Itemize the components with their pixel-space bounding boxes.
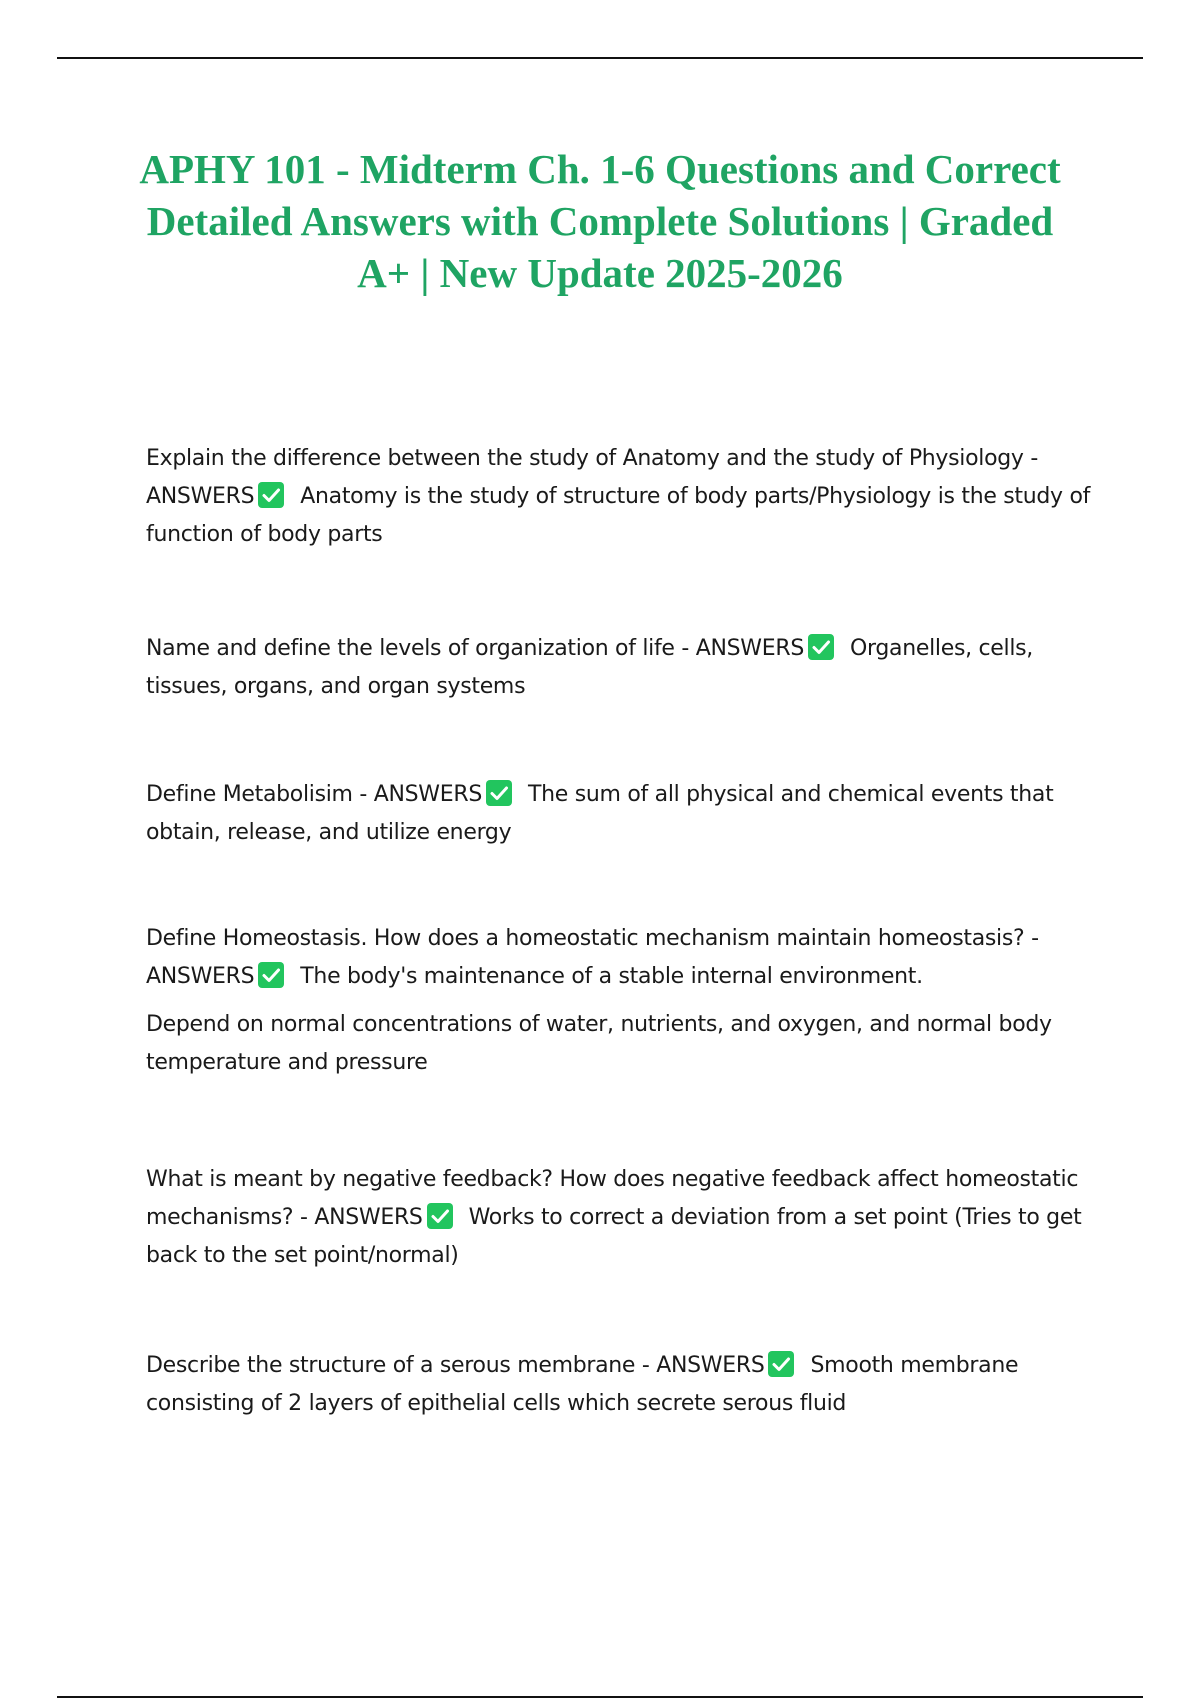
- answer-text: Works to correct a deviation from a set point (Tries to get back to the set point/normal): [146, 1205, 1082, 1268]
- question-text: Name and define the levels of organization of life: [146, 636, 675, 661]
- check-mark-icon: [808, 634, 834, 660]
- check-mark-icon: [768, 1351, 794, 1377]
- answers-marker: - ANSWERS: [299, 1205, 423, 1230]
- qa-item: [146, 776, 1096, 852]
- question-text: What is meant by negative feedback? How does negative feedback affect homeostatic mechanisms?: [146, 1167, 1079, 1230]
- check-mark-icon: [258, 482, 284, 508]
- check-mark-icon: [486, 780, 512, 806]
- qa-text: [146, 1347, 1096, 1423]
- document-title: APHY 101 - Midterm Ch. 1-6 Questions and Correct Detailed Answers with Complete Solutions | Graded A+ | New Update 2025-2026: [139, 146, 1061, 296]
- qa-item: [146, 630, 1096, 706]
- answers-marker: - ANSWERS: [359, 782, 482, 807]
- answer-text: Smooth membrane consisting of 2 layers of epithelial cells which secrete serous fluid: [146, 1353, 1019, 1416]
- answer-text: Anatomy is the study of structure of body parts/Physiology is the study of function of body parts: [146, 484, 1091, 547]
- qa-item: [146, 920, 1096, 1082]
- answers-marker: - ANSWERS: [681, 636, 804, 661]
- qa-text: [146, 1161, 1096, 1275]
- check-mark-icon: [258, 962, 284, 988]
- answer-text: The sum of all physical and chemical events that obtain, release, and utilize energy: [146, 782, 1054, 845]
- answer-continued-text: Depend on normal concentrations of water, nutrients, and oxygen, and normal body temperature and pressure: [146, 1012, 1052, 1075]
- answer-text: The body's maintenance of a stable internal environment.: [300, 964, 923, 989]
- answer-text: Organelles, cells, tissues, organs, and organ systems: [146, 636, 1034, 699]
- qa-item: [146, 440, 1096, 554]
- top-rule: [57, 57, 1143, 59]
- check-mark-icon: [427, 1203, 453, 1229]
- question-text: Explain the difference between the study of Anatomy and the study of Physiology: [146, 446, 1024, 471]
- question-text: Describe the structure of a serous membrane: [146, 1353, 636, 1378]
- qa-text: [146, 440, 1096, 554]
- qa-text: [146, 920, 1096, 996]
- question-text: Define Homeostasis. How does a homeostatic mechanism maintain homeostasis?: [146, 926, 1025, 951]
- qa-item: [146, 1161, 1096, 1275]
- answers-marker: - ANSWERS: [146, 446, 1038, 509]
- qa-text: [146, 776, 1096, 852]
- qa-item: [146, 1347, 1096, 1423]
- bottom-rule: [57, 1696, 1143, 1698]
- answers-marker: - ANSWERS: [641, 1353, 765, 1378]
- question-text: Define Metabolisim: [146, 782, 353, 807]
- qa-text: [146, 630, 1096, 706]
- answers-marker: - ANSWERS: [146, 926, 1039, 989]
